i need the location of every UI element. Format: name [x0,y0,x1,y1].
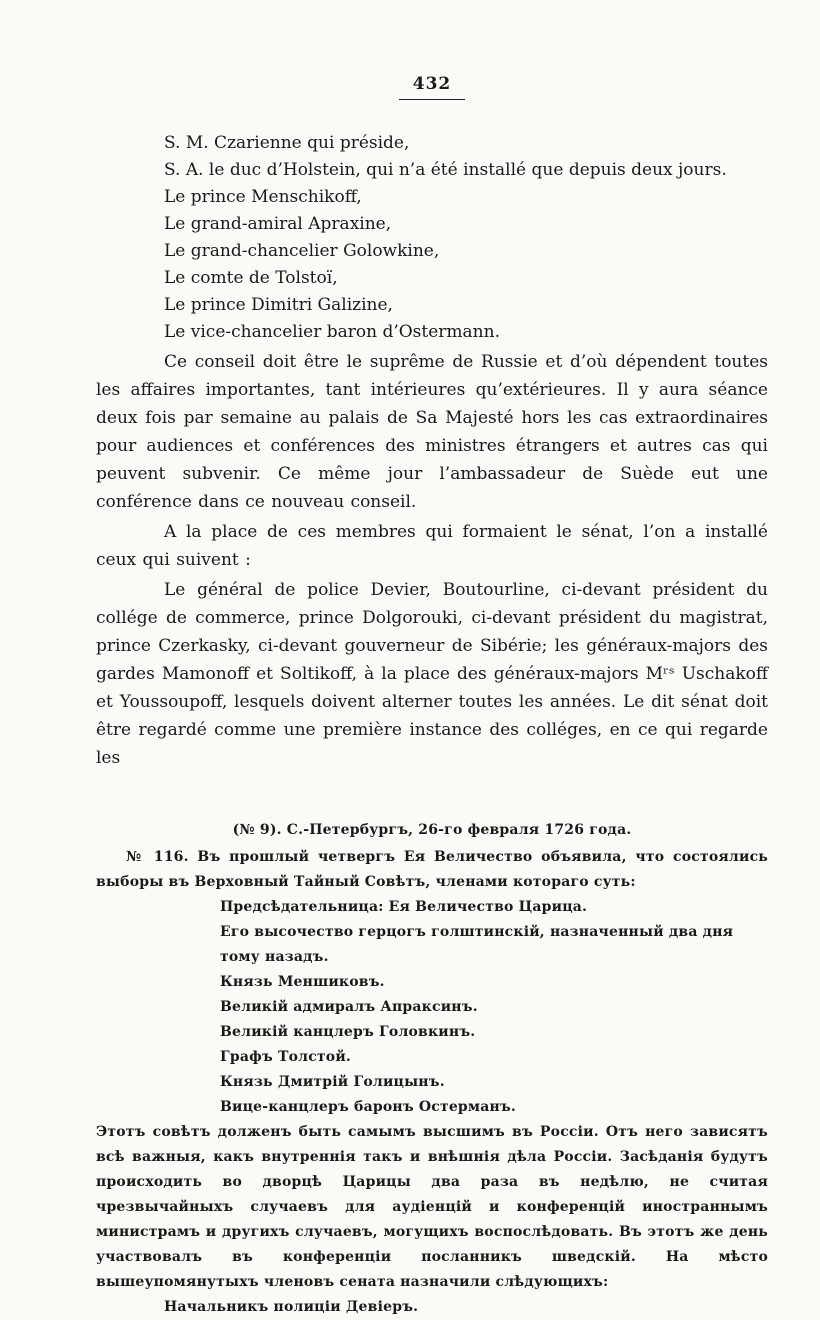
footnote-member-line: Предсѣдательница: Ея Величество Царица. [220,899,588,915]
running-head [96,76,768,100]
footnote-russian-section [96,818,768,1320]
french-member-line: Le prince Dimitri Galizine, [164,295,393,315]
french-member-line: S. A. le duc d’Holstein, qui n’a été installé que depuis deux jours. [164,160,727,180]
french-member-line: Le comte de Tolstoï, [164,268,338,288]
footnote-member-line: Его высочество герцогъ голштинскій, назначенный два дня тому назадъ. [220,924,734,965]
french-member-line: Le vice-chancelier baron d’Ostermann. [164,322,500,342]
footnote-member-line: Графъ Толстой. [220,1049,351,1065]
footnote-paragraph: Этотъ совѣтъ долженъ быть самымъ высшимъ въ Россіи. Отъ него зависятъ всѣ важныя, какъ внутреннія такъ и внѣшнія дѣла Россіи. Засѣданія будутъ происходить во дворцѣ Царицы два раза въ недѣлю, не считая чрезвычайныхъ случаевъ для аудіенцій и конференцій иностраннымъ министрамъ и другихъ случаевъ, могущихъ воспослѣдовать. Въ этотъ же день участвовалъ въ конференціи посланникъ шведскій. На мѣсто вышеупомянутыхъ членовъ сената назначили слѣдующихъ: [96,1124,768,1290]
french-member-line: Le prince Menschikoff, [164,187,362,207]
french-member-line: Le grand-amiral Apraxine, [164,214,392,234]
french-section [96,130,768,772]
footnote-member-line: Великій канцлеръ Головкинъ. [220,1024,476,1040]
french-member-line: Le grand-chancelier Golowkine, [164,241,440,261]
french-paragraph: Ce conseil doit être le suprême de Russie et d’où dépendent toutes les affaires importantes, tant intérieures qu’extérieures. Il y aura séance deux fois par semaine au palais de Sa Majesté hors les cas extraordinaires pour audiences et conférences des ministres étrangers et autres cas qui peuvent subvenir. Ce même jour l’ambassadeur de Suède eut une conférence dans ce nouveau conseil. [96,352,768,512]
footnote-member-line: Вице-канцлеръ баронъ Остерманъ. [220,1099,517,1115]
footnote-member-line: Князь Меншиковъ. [220,974,385,990]
footnote-member-line: Князь Дмитрій Голицынъ. [220,1074,445,1090]
french-paragraph: Le général de police Devier, Boutourline, ci-devant président du collége de commerce, prince Dolgorouki, ci-devant président du magistrat, prince Czerkasky, ci-devant gouverneur de Sibérie; les généraux-majors des gardes Mamonoff et Soltikoff, à la place des généraux-majors Mʳˢ Uschakoff et Youssoupoff, lesquels doivent alterner toutes les années. Le dit sénat doit être regardé comme une première instance des colléges, en ce qui regarde les [96,580,768,768]
french-paragraph: A la place de ces membres qui formaient le sénat, l’on a installé ceux qui suivent : [96,522,768,570]
french-member-line: S. M. Czarienne qui préside, [164,133,410,153]
footnote-dateline: (№ 9). С.-Петербургъ, 26-го февраля 1726 года. [232,822,632,838]
footnote-intro: № 116. Въ прошлый четвергъ Ея Величество объявила, что состоялись выборы въ Верховный Тайный Совѣтъ, членами котораго суть: [96,849,768,890]
page-number-rule [399,99,465,100]
footnote-member-line: Великій адмиралъ Апраксинъ. [220,999,478,1015]
footnote-closing-line: Начальникъ полиціи Девіеръ. [164,1299,419,1315]
page-number: 432 [412,74,452,94]
